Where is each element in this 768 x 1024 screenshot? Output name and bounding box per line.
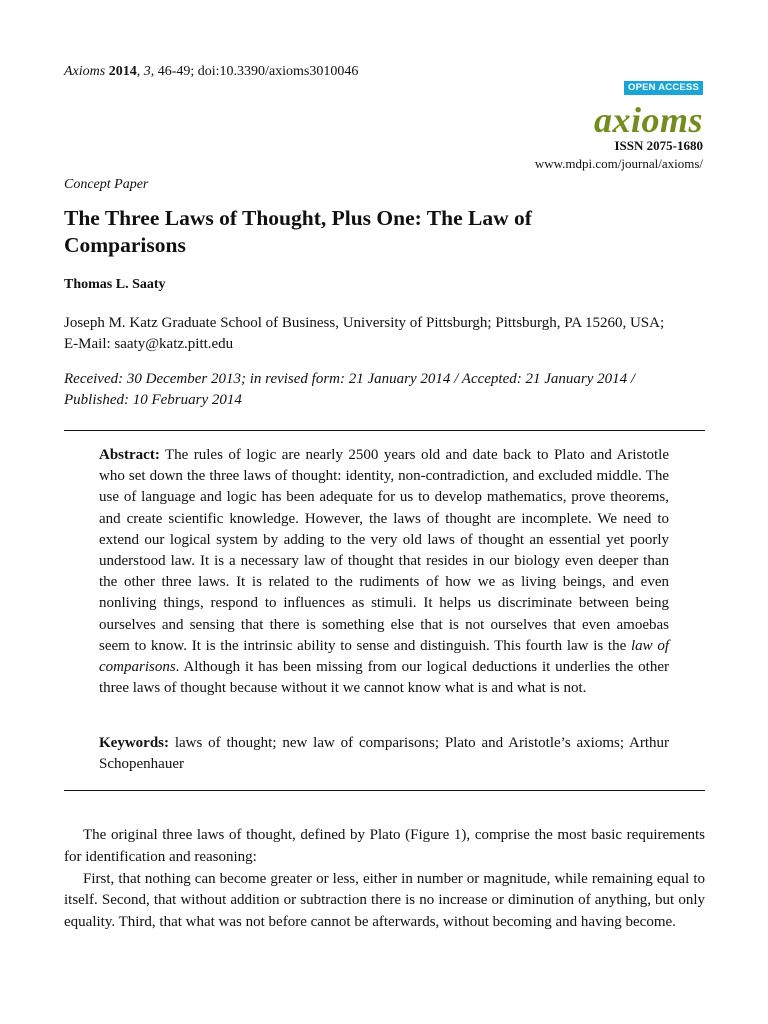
abstract-text-2: . Although it has been missing from our logical deductions it underlies the other three laws of thought because without it we cannot know what is and what is not. bbox=[99, 659, 669, 697]
abstract-label: Abstract: bbox=[99, 447, 160, 463]
affiliation: Joseph M. Katz Graduate School of Business, University of Pittsburgh; Pittsburgh, PA 15260, USA; bbox=[64, 315, 665, 331]
journal-url[interactable]: www.mdpi.com/journal/axioms/ bbox=[534, 156, 703, 171]
dates-line-2: Published: 10 February 2014 bbox=[64, 392, 242, 408]
paper-type: Concept Paper bbox=[64, 177, 149, 192]
pages-doi: , 46-49; doi:10.3390/axioms3010046 bbox=[150, 64, 359, 79]
issn: ISSN 2075-1680 bbox=[614, 138, 703, 153]
year: 2014 bbox=[108, 64, 137, 79]
citation-line: Axioms 2014, 3, 46-49; doi:10.3390/axioms3010046 bbox=[64, 64, 359, 79]
journal-logo: axioms bbox=[593, 100, 703, 140]
open-access-badge: OPEN ACCESS bbox=[624, 81, 703, 95]
dates-line-1: Received: 30 December 2013; in revised form: 21 January 2014 / Accepted: 21 January 2014 / bbox=[64, 371, 636, 387]
dates-block bbox=[64, 369, 714, 411]
affiliation-block bbox=[64, 313, 714, 355]
body-paragraph-1: The original three laws of thought, defined by Plato (Figure 1), comprise the most basic requirements for identification and reasoning: bbox=[64, 827, 705, 865]
body-paragraph-2: First, that nothing can become greater or less, either in number or magnitude, while remaining equal to itself. Second, that without addition or subtraction there is no increase or diminution of anything, but only equality. Third, that what was not before cannot be afterwards, without becoming and having become. bbox=[64, 870, 705, 931]
keywords bbox=[99, 733, 669, 775]
journal-name: Axioms bbox=[64, 64, 106, 79]
author-name: Thomas L. Saaty bbox=[64, 277, 166, 292]
volume: 3 bbox=[143, 64, 151, 79]
keywords-text: laws of thought; new law of comparisons; Plato and Aristotle’s axioms; Arthur Schopenhauer bbox=[99, 735, 669, 773]
paper-title: The Three Laws of Thought, Plus One: The Law of Comparisons bbox=[64, 206, 532, 257]
keywords-label: Keywords: bbox=[99, 735, 169, 751]
bottom-divider bbox=[64, 790, 705, 791]
top-divider bbox=[64, 430, 705, 431]
abstract-emphasis: law of comparisons bbox=[99, 637, 670, 676]
author-email[interactable]: E-Mail: saaty@katz.pitt.edu bbox=[64, 336, 234, 352]
abstract-text-1: The rules of logic are nearly 2500 years old and date back to Plato and Aristotle who set down the three laws of thought: identity, non-contradiction, and excluded middle. The use of language and logic has been adequate for us to develop mathematics, prove theorems, and create scientific knowledge. However, the laws of thought are incomplete. We need to extend our logical system by adding to the very old laws of thought an essential yet poorly understood law. It is a necessary law of thought that resides in our biology even deeper than the other three laws. It is related to the rudiments of how we as living beings, and even nonliving things, respond to influences as stimuli. It helps us discriminate between being ourselves and sensing that there is something else that is not ourselves that even amoebas seem to know. It is the intrinsic ability to sense and distinguish. This fourth law is the bbox=[99, 447, 669, 654]
body-text bbox=[64, 825, 705, 934]
abstract bbox=[99, 445, 669, 699]
